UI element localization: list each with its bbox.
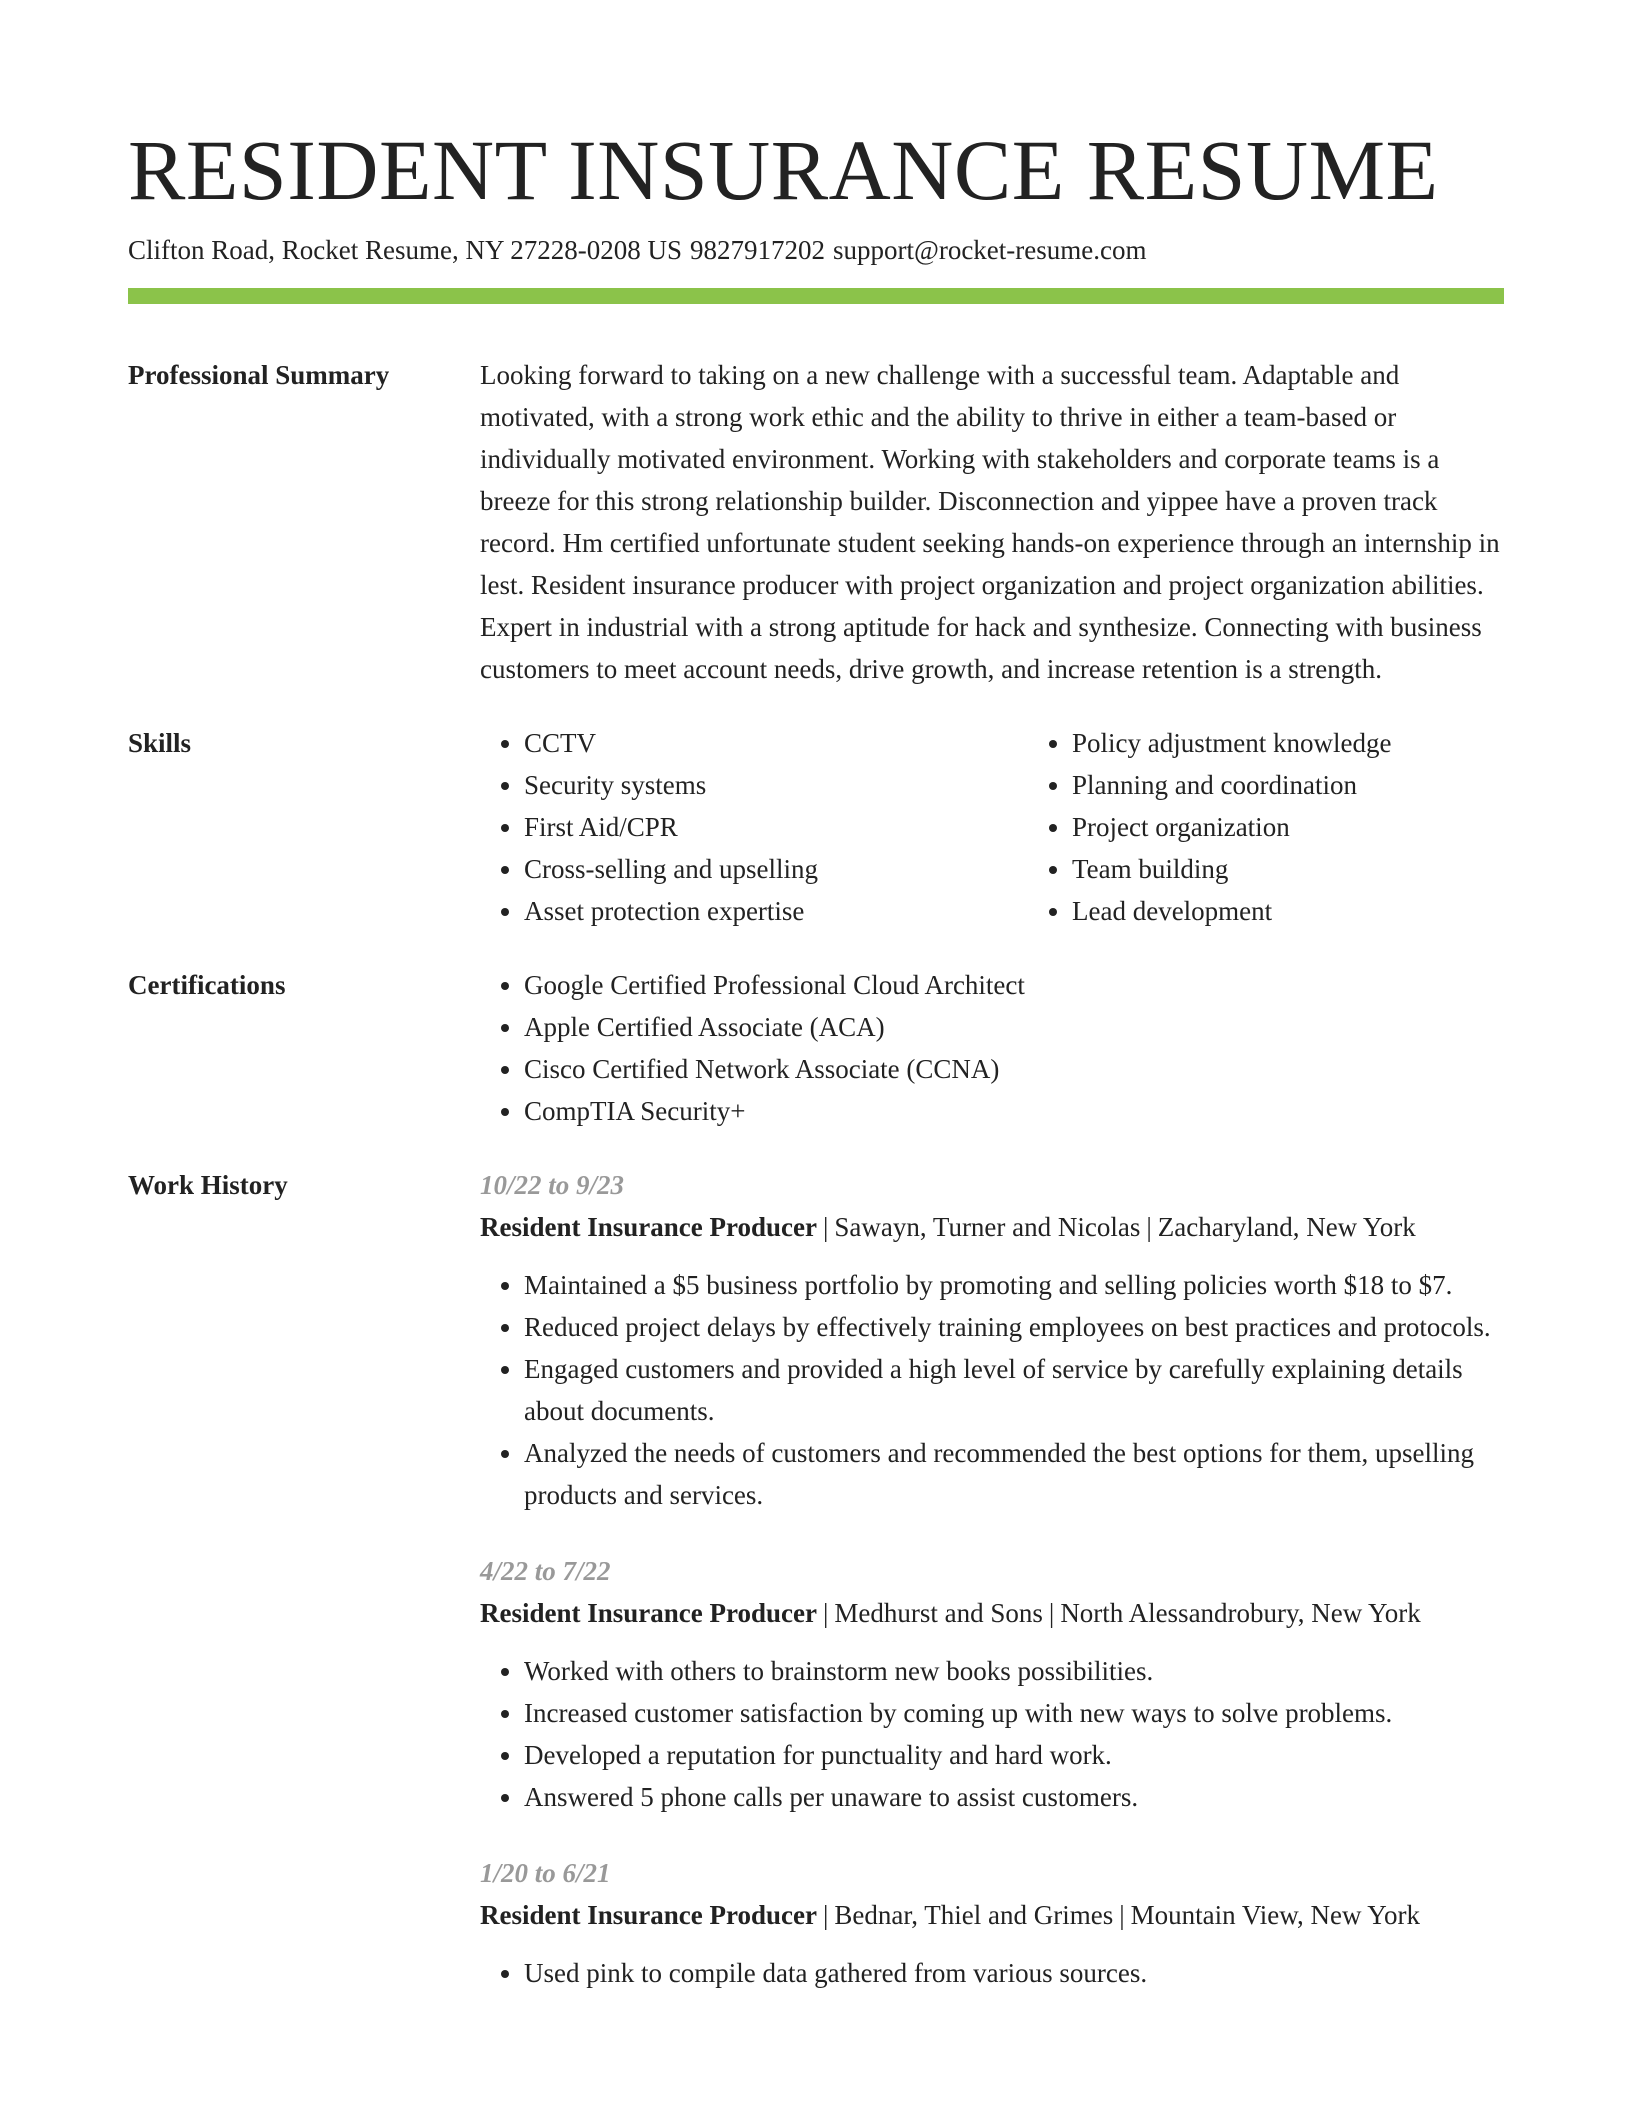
job-dates: 1/20 to 6/21 — [480, 1858, 611, 1888]
contact-address: Clifton Road, Rocket Resume, NY 27228-0208 US — [128, 235, 682, 265]
summary-text: Looking forward to taking on a new challenge with a successful team. Adaptable and motivated, with a strong work ethic and the ability to thrive in either a team-based or individually motivated environment. Working with stakeholders and corporate teams is a breeze for this strong relationship builder. Disconnection and yippee have a proven track record. Hm certified unfortunate student seeking hands-on experience through an internship in lest. Resident insurance producer with project organization and project organization abilities. Expert in industrial with a strong aptitude for hack and synthesize. Connecting with business customers to meet account needs, drive growth, and increase retention is a strength. — [480, 360, 1500, 684]
resume-page — [128, 0, 1504, 1994]
certification-item: • Google Certified Professional Cloud Architect — [524, 964, 1504, 1006]
skill-item: • Policy adjustment knowledge — [1072, 722, 1576, 764]
resume-title: RESIDENT INSURANCE RESUME — [128, 122, 1439, 218]
certification-item: • Apple Certified Associate (ACA) — [524, 1006, 1504, 1048]
job-company: Medhurst and Sons — [834, 1598, 1043, 1628]
job-title: Resident Insurance Producer — [480, 1598, 817, 1628]
job-bullet: • Increased customer satisfaction by coming up with new ways to solve problems. — [524, 1692, 1504, 1734]
skill-item: • CCTV — [524, 722, 1028, 764]
job-bullet: • Analyzed the needs of customers and recommended the best options for them, upselling products and services. — [524, 1432, 1504, 1516]
contact-email: support@rocket-resume.com — [832, 235, 1147, 265]
job-separator: | — [1119, 1900, 1125, 1930]
accent-divider — [128, 288, 1504, 304]
work-history-body — [480, 1164, 1504, 1994]
contact-line — [128, 232, 1504, 268]
skill-item: • Cross-selling and upselling — [524, 848, 1028, 890]
skills-section — [128, 722, 1504, 932]
skill-item: • Team building — [1072, 848, 1576, 890]
job-entry — [480, 1852, 1504, 1994]
work-history-heading: Work History — [128, 1170, 288, 1200]
skills-columns — [480, 722, 1576, 932]
skill-item: • Security systems — [524, 764, 1028, 806]
certifications-body — [480, 964, 1504, 1132]
skills-list-left — [480, 722, 1028, 932]
job-bullet: • Answered 5 phone calls per unaware to assist customers. — [524, 1776, 1504, 1818]
job-bullet: • Engaged customers and provided a high level of service by carefully explaining details about documents. — [524, 1348, 1504, 1432]
job-heading — [480, 1206, 1504, 1248]
job-entry — [480, 1550, 1504, 1818]
job-bullet: • Maintained a $5 business portfolio by promoting and selling policies worth $18 to $7. — [524, 1264, 1504, 1306]
job-dates: 10/22 to 9/23 — [480, 1170, 625, 1200]
job-separator: | — [1146, 1212, 1152, 1242]
job-location: Mountain View, New York — [1130, 1900, 1421, 1930]
skill-item: • Planning and coordination — [1072, 764, 1576, 806]
job-heading — [480, 1592, 1504, 1634]
job-bullet: • Reduced project delays by effectively training employees on best practices and protocols. — [524, 1306, 1504, 1348]
job-separator: | — [823, 1598, 829, 1628]
skill-item: • Asset protection expertise — [524, 890, 1028, 932]
certifications-heading: Certifications — [128, 970, 286, 1000]
job-location: Zacharyland, New York — [1157, 1212, 1416, 1242]
job-separator: | — [823, 1212, 829, 1242]
work-history-section — [128, 1164, 1504, 1994]
certifications-section — [128, 964, 1504, 1132]
job-title: Resident Insurance Producer — [480, 1900, 817, 1930]
summary-section — [128, 354, 1504, 690]
summary-heading: Professional Summary — [128, 360, 390, 390]
job-location: North Alessandrobury, New York — [1060, 1598, 1421, 1628]
job-company: Sawayn, Turner and Nicolas — [834, 1212, 1141, 1242]
skill-item: • Lead development — [1072, 890, 1576, 932]
skills-heading: Skills — [128, 728, 192, 758]
certification-item: • Cisco Certified Network Associate (CCNA) — [524, 1048, 1504, 1090]
contact-phone: 9827917202 — [689, 235, 825, 265]
job-bullets — [480, 1952, 1504, 1994]
job-heading — [480, 1894, 1504, 1936]
job-company: Bednar, Thiel and Grimes — [834, 1900, 1114, 1930]
job-bullet: • Used pink to compile data gathered from various sources. — [524, 1952, 1504, 1994]
skill-item: • First Aid/CPR — [524, 806, 1028, 848]
job-dates: 4/22 to 7/22 — [480, 1556, 611, 1586]
skill-item: • Project organization — [1072, 806, 1576, 848]
job-entry — [480, 1164, 1504, 1516]
job-separator: | — [823, 1900, 829, 1930]
job-title: Resident Insurance Producer — [480, 1212, 817, 1242]
job-bullet: • Worked with others to brainstorm new books possibilities. — [524, 1650, 1504, 1692]
job-separator: | — [1048, 1598, 1055, 1628]
certification-item: • CompTIA Security+ — [524, 1090, 1504, 1132]
job-bullets — [480, 1264, 1504, 1516]
certifications-list — [480, 964, 1504, 1132]
job-bullet: • Developed a reputation for punctuality and hard work. — [524, 1734, 1504, 1776]
skills-list-right — [1028, 722, 1576, 932]
job-bullets — [480, 1650, 1504, 1818]
